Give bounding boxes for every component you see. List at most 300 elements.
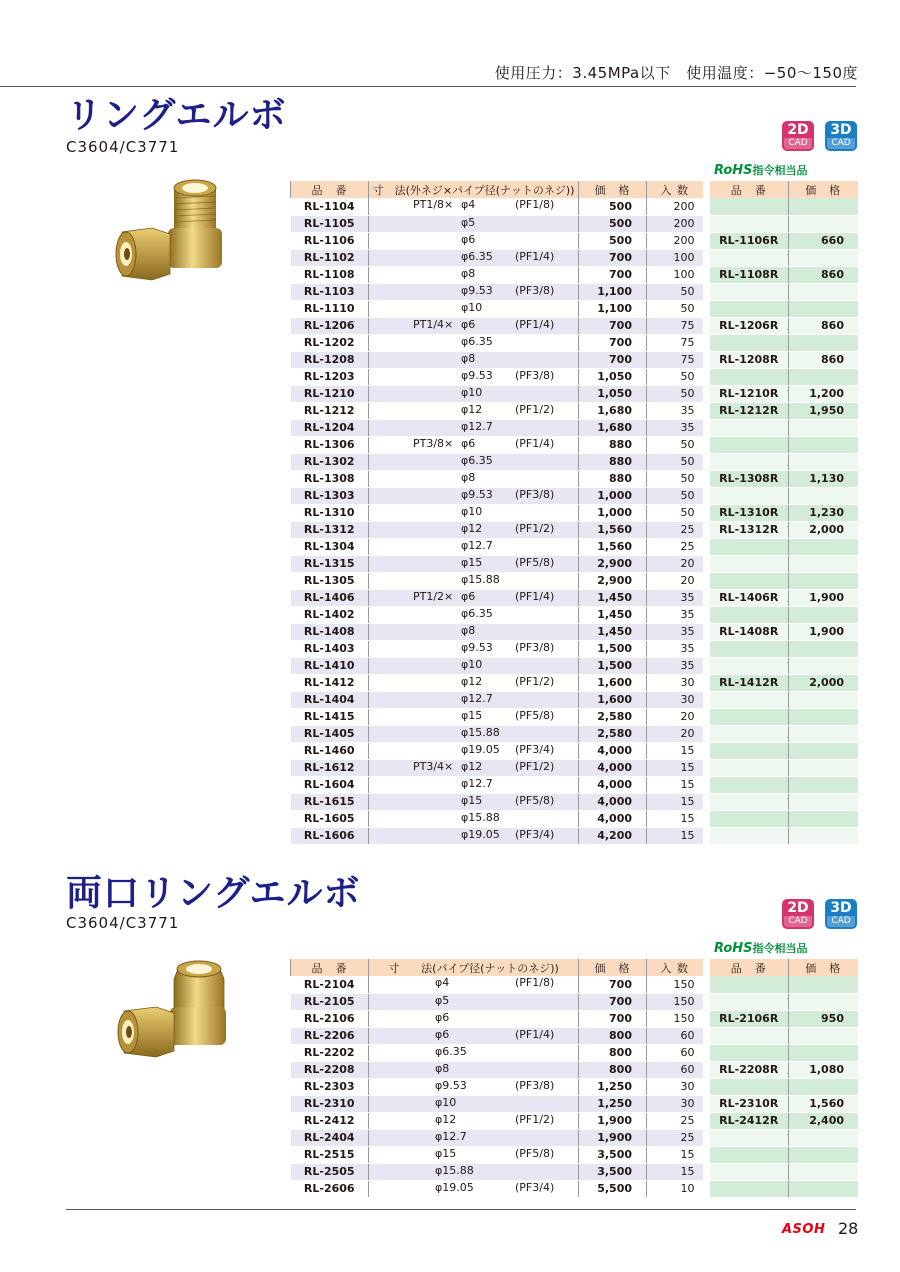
rohs-price (788, 657, 858, 674)
quantity: 200 (647, 198, 703, 215)
rohs-price (788, 742, 858, 759)
table-row (291, 385, 703, 402)
product-code: RL-1412 (291, 674, 369, 691)
rohs-price (788, 215, 858, 232)
pipe-diameter: φ15 (461, 793, 483, 807)
col-rohs-code: 品 番 (710, 181, 788, 198)
rohs-product-code (710, 776, 788, 793)
product-code: RL-1303 (291, 487, 369, 504)
price: 1,050 (579, 385, 647, 402)
rohs-label: RoHS指令相当品 (714, 163, 808, 178)
rohs-price (788, 1027, 858, 1044)
size-cell (369, 708, 579, 725)
price: 800 (579, 1027, 647, 1044)
nut-thread: (PF5/8) (515, 1146, 555, 1160)
table-row (291, 572, 703, 589)
rohs-product-code: RL-2208R (710, 1061, 788, 1078)
product-code: RL-1206 (291, 317, 369, 334)
price: 800 (579, 1061, 647, 1078)
col-code: 品 番 (291, 181, 369, 198)
size-cell (369, 759, 579, 776)
quantity: 50 (647, 368, 703, 385)
rohs-price: 2,400 (788, 1112, 858, 1129)
size-cell (369, 793, 579, 810)
price: 700 (579, 993, 647, 1010)
price: 4,000 (579, 742, 647, 759)
thread-size: PT3/8× (413, 436, 454, 450)
product-code: RL-2105 (291, 993, 369, 1010)
cad-3d-icon[interactable]: 3D CAD (825, 121, 857, 151)
price: 4,000 (579, 759, 647, 776)
rohs-price: 2,000 (788, 521, 858, 538)
quantity: 50 (647, 283, 703, 300)
rohs-product-code (710, 334, 788, 351)
rohs-product-code (710, 657, 788, 674)
quantity: 20 (647, 725, 703, 742)
pipe-diameter: φ12 (435, 1112, 457, 1126)
price: 4,000 (579, 793, 647, 810)
rohs-row (710, 606, 858, 623)
price: 2,580 (579, 708, 647, 725)
rohs-product-code: RL-1212R (710, 402, 788, 419)
col-qty: 入 数 (647, 959, 703, 976)
price: 1,100 (579, 283, 647, 300)
price: 880 (579, 470, 647, 487)
quantity: 35 (647, 589, 703, 606)
pipe-diameter: φ15 (435, 1146, 457, 1160)
quantity: 35 (647, 623, 703, 640)
rohs-price (788, 538, 858, 555)
nut-thread: (PF5/8) (515, 708, 555, 722)
quantity: 15 (647, 742, 703, 759)
rohs-row (710, 827, 858, 844)
nut-thread: (PF1/4) (515, 589, 555, 603)
pipe-diameter: φ12.7 (435, 1129, 467, 1143)
pipe-diameter: φ8 (461, 351, 476, 365)
pipe-diameter: φ6 (435, 1010, 450, 1024)
rohs-price: 1,230 (788, 504, 858, 521)
col-rohs-price: 価 格 (788, 959, 858, 976)
rohs-product-code (710, 1180, 788, 1197)
table-row (291, 1112, 703, 1129)
rohs-price (788, 691, 858, 708)
price: 500 (579, 232, 647, 249)
quantity: 10 (647, 1180, 703, 1197)
size-cell (369, 1061, 579, 1078)
quantity: 200 (647, 232, 703, 249)
price: 800 (579, 1044, 647, 1061)
table-row (291, 436, 703, 453)
price: 880 (579, 436, 647, 453)
pipe-diameter: φ6.35 (461, 606, 493, 620)
nut-thread: (PF1/2) (515, 521, 555, 535)
rohs-row (710, 1112, 858, 1129)
rohs-product-code: RL-2412R (710, 1112, 788, 1129)
pipe-diameter: φ6 (435, 1027, 450, 1041)
product-code: RL-1304 (291, 538, 369, 555)
rohs-row (710, 266, 858, 283)
product-code: RL-2106 (291, 1010, 369, 1027)
quantity: 50 (647, 436, 703, 453)
product-code: RL-2310 (291, 1095, 369, 1112)
rohs-row (710, 1163, 858, 1180)
rohs-price (788, 368, 858, 385)
rohs-row (710, 1044, 858, 1061)
col-price: 価 格 (579, 959, 647, 976)
product-code: RL-1404 (291, 691, 369, 708)
quantity: 35 (647, 606, 703, 623)
price: 1,560 (579, 521, 647, 538)
pipe-diameter: φ12 (461, 521, 483, 535)
price: 1,560 (579, 538, 647, 555)
size-cell (369, 1078, 579, 1095)
nut-thread: (PF3/4) (515, 742, 555, 756)
size-cell (369, 402, 579, 419)
pipe-diameter: φ15.88 (461, 725, 500, 739)
pipe-diameter: φ10 (461, 300, 483, 314)
rohs-price: 860 (788, 317, 858, 334)
pipe-diameter: φ5 (435, 993, 450, 1007)
nut-thread: (PF1/2) (515, 674, 555, 688)
pipe-diameter: φ10 (461, 657, 483, 671)
quantity: 30 (647, 1078, 703, 1095)
table-row (291, 215, 703, 232)
price: 4,000 (579, 810, 647, 827)
table-row (291, 793, 703, 810)
section2-title: 両口リングエルボ (66, 873, 361, 914)
table-row (291, 776, 703, 793)
pipe-diameter: φ8 (461, 623, 476, 637)
rohs-row (710, 470, 858, 487)
table-row (291, 521, 703, 538)
rohs-label: RoHS指令相当品 (714, 941, 808, 956)
product-code: RL-1305 (291, 572, 369, 589)
rohs-row (710, 993, 858, 1010)
quantity: 75 (647, 317, 703, 334)
rohs-row (710, 504, 858, 521)
rohs-product-code (710, 759, 788, 776)
rohs-price (788, 198, 858, 215)
pipe-diameter: φ10 (435, 1095, 457, 1109)
size-cell (369, 436, 579, 453)
rohs-row (710, 453, 858, 470)
price: 1,250 (579, 1095, 647, 1112)
rohs-row (710, 759, 858, 776)
quantity: 25 (647, 521, 703, 538)
size-cell (369, 215, 579, 232)
quantity: 15 (647, 776, 703, 793)
price: 500 (579, 215, 647, 232)
pipe-diameter: φ9.53 (461, 487, 493, 501)
product-code: RL-2505 (291, 1163, 369, 1180)
section1-table (290, 181, 703, 845)
size-cell (369, 521, 579, 538)
product-code: RL-1302 (291, 453, 369, 470)
table-row (291, 317, 703, 334)
size-cell (369, 1146, 579, 1163)
page-number: 28 (838, 1219, 859, 1238)
rohs-row (710, 691, 858, 708)
product-code: RL-1102 (291, 249, 369, 266)
quantity: 35 (647, 419, 703, 436)
pipe-diameter: φ15 (461, 708, 483, 722)
table-row (291, 1044, 703, 1061)
rohs-row (710, 283, 858, 300)
rohs-product-code (710, 810, 788, 827)
pipe-diameter: φ5 (461, 215, 476, 229)
product-code: RL-1460 (291, 742, 369, 759)
size-cell (369, 300, 579, 317)
table-row (291, 810, 703, 827)
quantity: 30 (647, 1095, 703, 1112)
size-cell (369, 504, 579, 521)
pipe-diameter: φ12.7 (461, 538, 493, 552)
rohs-price: 860 (788, 266, 858, 283)
rohs-product-code: RL-1412R (710, 674, 788, 691)
size-cell (369, 1180, 579, 1197)
size-cell (369, 555, 579, 572)
pipe-diameter: φ9.53 (461, 368, 493, 382)
table-row (291, 368, 703, 385)
product-code: RL-1402 (291, 606, 369, 623)
table-row (291, 538, 703, 555)
nut-thread: (PF1/2) (515, 759, 555, 773)
size-cell (369, 487, 579, 504)
rohs-price: 1,950 (788, 402, 858, 419)
quantity: 75 (647, 334, 703, 351)
quantity: 50 (647, 487, 703, 504)
rohs-price (788, 993, 858, 1010)
pipe-diameter: φ4 (461, 198, 476, 211)
rohs-price (788, 810, 858, 827)
table-row (291, 300, 703, 317)
rohs-product-code: RL-1310R (710, 504, 788, 521)
rohs-row (710, 976, 858, 993)
rohs-product-code (710, 640, 788, 657)
size-cell (369, 827, 579, 844)
price: 2,580 (579, 725, 647, 742)
rohs-price (788, 1163, 858, 1180)
rohs-price (788, 249, 858, 266)
pipe-diameter: φ8 (461, 266, 476, 280)
pipe-diameter: φ19.05 (461, 827, 500, 841)
rohs-row (710, 300, 858, 317)
size-cell (369, 453, 579, 470)
price: 1,450 (579, 606, 647, 623)
rohs-row (710, 419, 858, 436)
nut-thread: (PF3/4) (515, 827, 555, 841)
size-cell (369, 623, 579, 640)
rohs-row (710, 708, 858, 725)
rohs-product-code (710, 572, 788, 589)
rohs-product-code (710, 198, 788, 215)
quantity: 15 (647, 793, 703, 810)
nut-thread: (PF3/8) (515, 487, 555, 501)
product-code: RL-1103 (291, 283, 369, 300)
size-cell (369, 810, 579, 827)
rohs-row (710, 1129, 858, 1146)
table-row (291, 351, 703, 368)
product-code: RL-1403 (291, 640, 369, 657)
product-code: RL-1315 (291, 555, 369, 572)
section2-rohs-table (710, 959, 858, 1198)
pipe-diameter: φ19.05 (435, 1180, 474, 1194)
price: 700 (579, 334, 647, 351)
quantity: 25 (647, 538, 703, 555)
product-code: RL-2404 (291, 1129, 369, 1146)
table-row (291, 555, 703, 572)
table-row (291, 1010, 703, 1027)
product-code: RL-2104 (291, 976, 369, 993)
quantity: 35 (647, 402, 703, 419)
rohs-product-code (710, 793, 788, 810)
pipe-diameter: φ6.35 (461, 249, 493, 263)
size-cell (369, 368, 579, 385)
rohs-product-code (710, 215, 788, 232)
rohs-row (710, 487, 858, 504)
quantity: 150 (647, 1010, 703, 1027)
size-cell (369, 249, 579, 266)
pipe-diameter: φ15.88 (435, 1163, 474, 1177)
rohs-price: 1,900 (788, 589, 858, 606)
table-row (291, 334, 703, 351)
product-code: RL-1110 (291, 300, 369, 317)
rohs-price (788, 1078, 858, 1095)
cad-2d-icon[interactable]: 2D CAD (782, 899, 814, 929)
pipe-diameter: φ15.88 (461, 810, 500, 824)
table-row (291, 232, 703, 249)
product-code: RL-2208 (291, 1061, 369, 1078)
size-cell (369, 589, 579, 606)
size-cell (369, 674, 579, 691)
section1-title: リングエルボ (66, 95, 287, 136)
quantity: 60 (647, 1061, 703, 1078)
size-cell (369, 640, 579, 657)
col-rohs-code: 品 番 (710, 959, 788, 976)
table-row (291, 976, 703, 993)
price: 3,500 (579, 1163, 647, 1180)
rohs-product-code (710, 453, 788, 470)
quantity: 15 (647, 759, 703, 776)
rohs-row (710, 725, 858, 742)
quantity: 200 (647, 215, 703, 232)
nut-thread: (PF1/2) (515, 1112, 555, 1126)
rohs-row (710, 1146, 858, 1163)
double-ring-elbow-photo (112, 955, 242, 1065)
size-cell (369, 1163, 579, 1180)
nut-thread: (PF1/8) (515, 976, 555, 989)
table-row (291, 504, 703, 521)
size-cell (369, 385, 579, 402)
rohs-product-code (710, 708, 788, 725)
cad-2d-icon[interactable]: 2D CAD (782, 121, 814, 151)
rohs-price: 860 (788, 351, 858, 368)
table-row (291, 742, 703, 759)
section1-rohs-table (710, 181, 858, 845)
quantity: 100 (647, 266, 703, 283)
rohs-price (788, 572, 858, 589)
table-row (291, 470, 703, 487)
rohs-row (710, 1095, 858, 1112)
pipe-diameter: φ9.53 (435, 1078, 467, 1092)
product-code: RL-1210 (291, 385, 369, 402)
pipe-diameter: φ12 (461, 759, 483, 773)
rohs-product-code (710, 1146, 788, 1163)
rohs-price (788, 283, 858, 300)
quantity: 20 (647, 572, 703, 589)
rohs-row (710, 1078, 858, 1095)
table-row (291, 1078, 703, 1095)
rohs-row (710, 249, 858, 266)
rohs-product-code: RL-1312R (710, 521, 788, 538)
product-code: RL-2303 (291, 1078, 369, 1095)
rohs-price (788, 453, 858, 470)
nut-thread: (PF3/8) (515, 283, 555, 297)
col-qty: 入 数 (647, 181, 703, 198)
ring-elbow-photo (108, 172, 238, 292)
rohs-product-code: RL-1210R (710, 385, 788, 402)
rohs-price (788, 487, 858, 504)
quantity: 150 (647, 993, 703, 1010)
quantity: 20 (647, 708, 703, 725)
nut-thread: (PF1/4) (515, 249, 555, 263)
size-cell (369, 1044, 579, 1061)
table-row (291, 640, 703, 657)
table-row (291, 589, 703, 606)
col-code: 品 番 (291, 959, 369, 976)
thread-size: PT3/4× (413, 759, 454, 773)
pipe-diameter: φ6 (461, 436, 476, 450)
product-code: RL-1308 (291, 470, 369, 487)
brand-logo: ASOH (782, 1222, 826, 1237)
price: 700 (579, 266, 647, 283)
rohs-product-code (710, 538, 788, 555)
pipe-diameter: φ8 (461, 470, 476, 484)
size-cell (369, 198, 579, 215)
size-cell (369, 742, 579, 759)
product-code: RL-1312 (291, 521, 369, 538)
section1-material: C3604/C3771 (66, 138, 180, 156)
price: 1,680 (579, 402, 647, 419)
rohs-product-code: RL-1206R (710, 317, 788, 334)
table-row (291, 1027, 703, 1044)
product-code: RL-2515 (291, 1146, 369, 1163)
rohs-product-code (710, 1078, 788, 1095)
product-code: RL-1604 (291, 776, 369, 793)
price: 1,050 (579, 368, 647, 385)
pipe-diameter: φ4 (435, 976, 450, 989)
table-row (291, 827, 703, 844)
size-cell (369, 993, 579, 1010)
price: 1,680 (579, 419, 647, 436)
rohs-product-code (710, 368, 788, 385)
product-code: RL-1410 (291, 657, 369, 674)
rohs-price (788, 725, 858, 742)
rohs-product-code (710, 691, 788, 708)
pipe-diameter: φ6.35 (461, 453, 493, 467)
quantity: 30 (647, 674, 703, 691)
col-size: 寸 法(外ネジ×パイプ径(ナットのネジ)) (369, 181, 579, 198)
rohs-row (710, 198, 858, 215)
table-row (291, 725, 703, 742)
pipe-diameter: φ8 (435, 1061, 450, 1075)
price: 700 (579, 317, 647, 334)
rohs-product-code: RL-1106R (710, 232, 788, 249)
product-code: RL-1306 (291, 436, 369, 453)
cad-3d-icon[interactable]: 3D CAD (825, 899, 857, 929)
size-cell (369, 1095, 579, 1112)
rohs-price (788, 793, 858, 810)
